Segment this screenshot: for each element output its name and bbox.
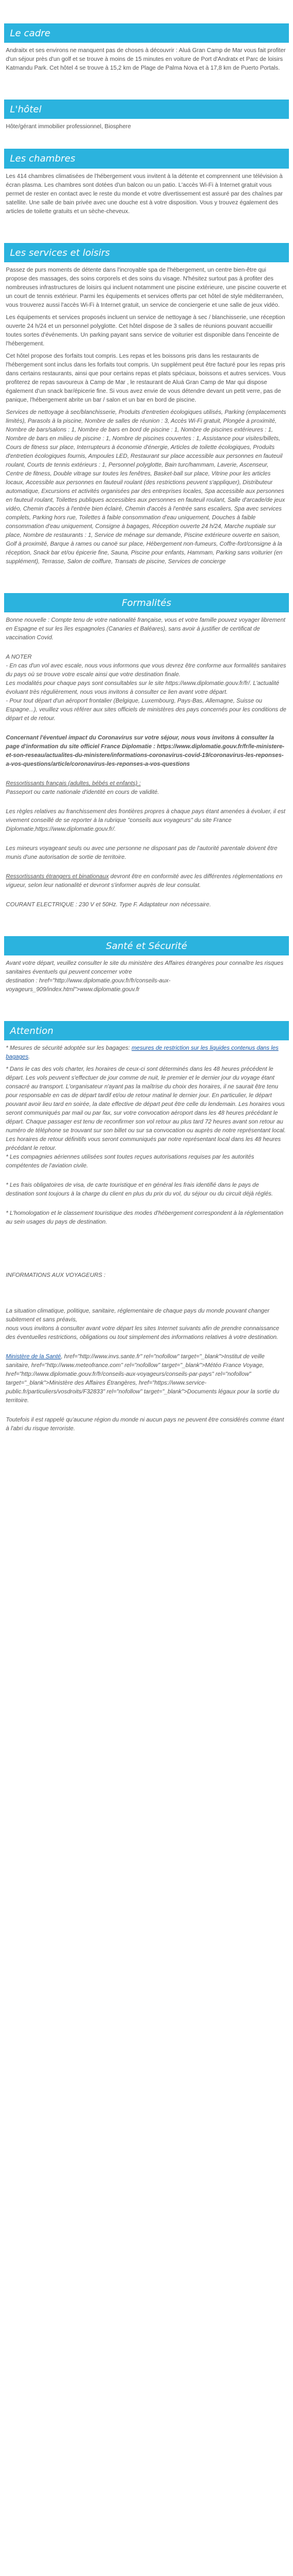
attention-travellers-text: La situation climatique, politique, sanitaire, réglementaire de chaque pays du monde pouvant changer subitement et sans préavis, nous vous invitons à consulter avant votre départ les sites Internet suivants afin de prendre connaissance des éventuelles restrictions, obligations ou tout simplement des informations relatives à votre destination. <box>6 1308 280 1341</box>
attention-travellers-title: INFORMATIONS AUX VOYAGEURS : <box>6 1272 106 1279</box>
cadre-text: Andraitx et ses environs ne manquent pas de choses à découvrir : Aluá Gran Camp de Mar vous fait profiter d'un séjour près d'un golf et se trouve à moins de 15 minutes en voiture de Port d'Andratx et Parc de loisirs Katmandu Park. Cet hôtel 4 se trouve à 15,2 km de Plage de Palma Nova et à 17,8 km de Puerto Portals. <box>6 47 286 72</box>
chambres-text: Les 414 chambres climatisées de l'hébergement vous invitent à la détente et comprennent une télévision à écran plasma. Les chambres sont dotées d'un balcon ou un patio. L'accès Wi-Fi à Internet gratuit vous permet de rester en contact avec le reste du monde et votre divertissement est assuré par des chaînes par satellite. Une salle de bain privée avec une douche est à votre disposition. Vous y trouvez également des articles de toilette gratuits et un sèche-cheveux. <box>6 173 283 215</box>
hotel-text: Hôte/gérant immobilier professionnel, Biosphere <box>6 124 131 131</box>
formalites-french-title: Ressortissants français (adultes, bébés et enfants) : <box>6 780 141 787</box>
formalites-foreign-title: Ressortissants étrangers et binationaux <box>6 873 109 880</box>
section-heading: L'hôtel <box>4 100 289 119</box>
formalites-paragraph: Les règles relatives au franchissement des frontières propres à chaque pays étant amenées à évoluer, il est vivement conseillé de se reporter à la rubrique "conseils aux voyageurs" du site France Diplomatie,https://www.diplomatie.gouv.fr/. <box>6 808 285 833</box>
services-paragraph: Les équipements et services proposés incluent un service de nettoyage à sec / blanchisserie, une réception ouverte 24 h/24 et un personnel polyglotte. Cet hôtel dispose de 3 salles de réunions pouvant accueillir toutes sortes d'événements. Un parking payant sans service de voiturier est disponible dans l'enceinte de l'hébergement. <box>6 314 285 347</box>
formalites-note: - En cas d'un vol avec escale, nous vous informons que vous devrez être conforme aux formalités sanitaires du pays où se trouve votre escale ainsi que votre destination finale. Les modalités pour chaque pays sont consultables sur le site https://www.diplomatie.gouv.fr/fr/. L'actualité évoluant très régulièrement, nous vous invitons à consulter ce lien avant votre départ. - Pour tout départ d'un aéroport frontalier (Belgique, Luxembourg, Pays-Bas, Allemagne, Suisse ou Espagne...), veuillez vous référer aux sites officiels de ministères des pays concernés pour les conditions de départ et de retour. <box>6 662 287 722</box>
attention-classification: * L'homologation et le classement touristique des modes d'hébergement correspondent à la réglementation au sein usages du pays de destination. <box>6 1210 284 1226</box>
formalites-electric: COURANT ELECTRIQUE : 230 V et 50Hz. Type F. Adaptateur non nécessaire. <box>6 901 211 908</box>
section-heading: Attention <box>4 1021 289 1040</box>
formalites-covid-info: Concernant l'éventuel impact du Coronavirus sur votre séjour, nous vous invitons à consulter la page d'information du site officiel France Diplomatie : https://www.diplomatie.gouv.fr/fr/le-ministere-et-son-reseau/actualites-du-ministere/informations-coronavirus-covid-19/coronavirus-les-reponses-a-vos-questions/article/coronavirus-les-reponses-a-vos-questions <box>6 734 285 768</box>
ministere-sante-link[interactable]: Ministère de la Santé <box>6 1354 61 1361</box>
attention-charter: * Dans le cas des vols charter, les horaires de ceux-ci sont déterminés dans les 48 heures précédent le départ. Les vols peuvent s'effectuer de jour comme de nuit, le premier et le dernier jour du voyage étant consacré au transport. L'organisateur n'ayant pas la maîtrise du choix des horaires, il ne saurait être tenu pour responsable en cas de départ tardif et/ou de retour matinal le dernier jour. En particulier, le départ pouvant avoir lieu tard en soirée, la date effective de départ peut être celle du lendemain. Les horaires vous seront communiqués par mail ou par fax, sur votre convocation aéroport dans les 48 heures précédant le départ. Chaque passager est tenu de reconfirmer son vol retour au plus tard 72 heures avant son retour au numéro de téléphone se trouvant sur son billet ou sur sa convocation ou auprès de notre représentant local. Les horaires de retour définitifs vous seront communiqués par notre représentant local dans les 48 heures précédant le retour. * Les compagnies aériennes utilisées sont toutes reçues autorisations requises par les autorités compétentes de l'aviation civile. <box>6 1066 286 1170</box>
formalites-note-title: A NOTER <box>6 653 32 660</box>
services-amenities-list: Services de nettoyage à sec/blanchisserie, Produits d'entretien écologiques utilisés, Parking (emplacements limités), Parasols à la piscine, Nombre de salles de réunion : 3, Accès Wi-Fi gratuit, Plongée à proximité, Nombre de bars/salons : 1, Nombre de bars en bord de piscine : 1, Nombre de piscines extérieures : 1, Nombre de bars en milieu de piscine : 1, Nombre de piscines couvertes : 1, Assistance pour visites/billets, Cours de fitness sur place, Interrupteurs à économie d'énergie, Articles de toilette écologiques, Produits d'entretien écologiques fournis, Ampoules LED, Restaurant sur place accessible aux personnes en fauteuil roulant, Courts de tennis extérieurs : 1, Personnel polyglotte, Bain turc/hammam, Laverie, Ascenseur, Centre de fitness, Double vitrage sur toutes les fenêtres, Basket-ball sur place, Vitrine pour les articles locaux, Accessible aux personnes en fauteuil roulant (des restrictions peuvent s'appliquer), Distributeur automatique, Excursions et activités organisées par des entreprises locales, Spa accessible aux personnes en fauteuil roulant, Toilettes publiques accessibles aux personnes en fauteuil roulant, Salle d'arcade/de jeux vidéo, Chemin d'accès à l'entrée bien éclairé, Chemin d'accès à l'entrée sans escaliers, Spa avec services complets, Parking hors rue, Toilettes à faible consommation d'eau uniquement, Douches à faible consommation d'eau uniquement, Consigne à bagages, Réception ouverte 24 h/24, Marche nuptiale sur place, Nombre de restaurants : 1, Service de ménage sur demande, Piscine extérieure ouverte en saison, Golf à proximité, Barque à rames ou canoë sur place, Hébergement non-fumeurs, Coffre-fort/consigne à la réception, Snack bar et/ou épicerie fine, Sauna, Piscine pour enfants, Hammam, Parking sans voiturier (en supplément), Terrasse, Salon de coiffure, Transats de piscine, Services de concierge <box>6 409 287 565</box>
section-chambres <box>4 149 289 215</box>
section-heading: Santé et Sécurité <box>4 936 289 955</box>
section-formalites <box>4 593 289 909</box>
section-heading: Les services et loisirs <box>4 243 289 262</box>
sante-text: Avant votre départ, veuillez consulter le site du ministère des Affaires étrangères pour connaître les risques sanitaires éventuels qui peuvent concerner votre destination : href="http://www.diplomatie.gouv.fr/fr/conseils-aux-voyageurs_909/index.html">www.diplomatie.gouv.fr <box>6 960 284 994</box>
liquids-restriction-link[interactable]: mesures de restriction sur les liquides contenus dans les bagages <box>6 1045 279 1061</box>
services-paragraph: Cet hôtel propose des forfaits tout compris. Les repas et les boissons pris dans les restaurants de l'hébergement sont inclus dans les forfaits tout compris. Un supplément peut être facturé pour les repas pris dans certains restaurants, ainsi que pour certains repas et plats spéciaux, boissons et autres services. Vous profiterez de repas savoureux à Camp de Mar , le restaurant de Aluá Gran Camp de Mar qui dispose également d'un snack bar/épicerie fine. Si vous avez envie de vous détendre devant un petit verre, pas de panique, l'hébergement abrite un bar / salon et un bar en bord de piscine. <box>6 352 286 403</box>
attention-baggage-prefix: * Mesures de sécurité adoptée sur les bagages: <box>6 1045 132 1052</box>
section-attention <box>4 1021 289 1433</box>
section-sante <box>4 936 289 994</box>
formalites-paragraph: Les mineurs voyageant seuls ou avec une personne ne disposant pas de l'autorité parentale doivent être munis d'une autorisation de sortie de territoire. <box>6 845 278 861</box>
section-heading: Formalités <box>4 593 289 612</box>
section-services <box>4 243 289 566</box>
section-heading: Le cadre <box>4 23 289 43</box>
attention-terror: Toutefois il est rappelé qu'aucune région du monde ni aucun pays ne peuvent être considérés comme étant à l'abri du risque terroriste. <box>6 1417 284 1433</box>
formalites-paragraph: Bonne nouvelle : Compte tenu de votre nationalité française, vous et votre famille pouvez voyager librement en Espagne et sur les îles espagnoles (Canaries et Baléares), sans avoir à justifier de certificat de vaccination Covid. <box>6 616 285 641</box>
attention-baggage-suffix: . <box>28 1054 30 1061</box>
formalites-french-text: Passeport ou carte nationale d'identité en cours de validité. <box>6 789 159 796</box>
formalites-foreign-text: devront être en conformité avec les différentes réglementations en vigueur, selon leur nationalité et devront s'informer auprès de leur consulat. <box>6 873 282 889</box>
attention-links-text: , href="http://www.invs.sante.fr" rel="nofollow" target="_blank">Institut de veille sanitaire, href="http://www.meteofrance.com" rel="nofollow" target="_blank">Météo France Voyage, href="http://www.diplomatie.gouv.fr/fr/conseils-aux-voyageurs/conseils-par-pays" rel="nofollow" target="_blank">Ministère des Affaires Étrangères, href="https://www.service-public.fr/particuliers/vosdroits/F32833" rel="nofollow" target="_blank">Documents légaux pour la sortie du territoire. <box>6 1354 280 1405</box>
formalites-foreign <box>6 872 287 890</box>
attention-links <box>6 1352 287 1405</box>
attention-baggage <box>6 1044 287 1061</box>
services-paragraph: Passez de purs moments de détente dans l'incroyable spa de l'hébergement, un centre bien-être qui propose des massages, des soins corporels et des soins du visage. N'hésitez surtout pas à profiter des nombreuses infrastructures de loisirs qui incluent notamment une piscine extérieure, une piscine couverte et un court de tennis extérieur. Parmi les équipements et services offerts par cet hôtel de style méditerranéen, vous trouverez aussi l'accès Wi-Fi à Internet gratuit, un service de conciergerie et une salle de jeux vidéo. <box>6 266 287 309</box>
attention-fees: * Les frais obligatoires de visa, de carte touristique et en général les frais identifié dans le pays de destination sont toujours à la charge du client en plus du prix du vol, du séjour ou du circuit déjà réglés. <box>6 1182 273 1198</box>
section-heading: Les chambres <box>4 149 289 168</box>
section-cadre <box>4 23 289 73</box>
section-hotel <box>4 100 289 131</box>
